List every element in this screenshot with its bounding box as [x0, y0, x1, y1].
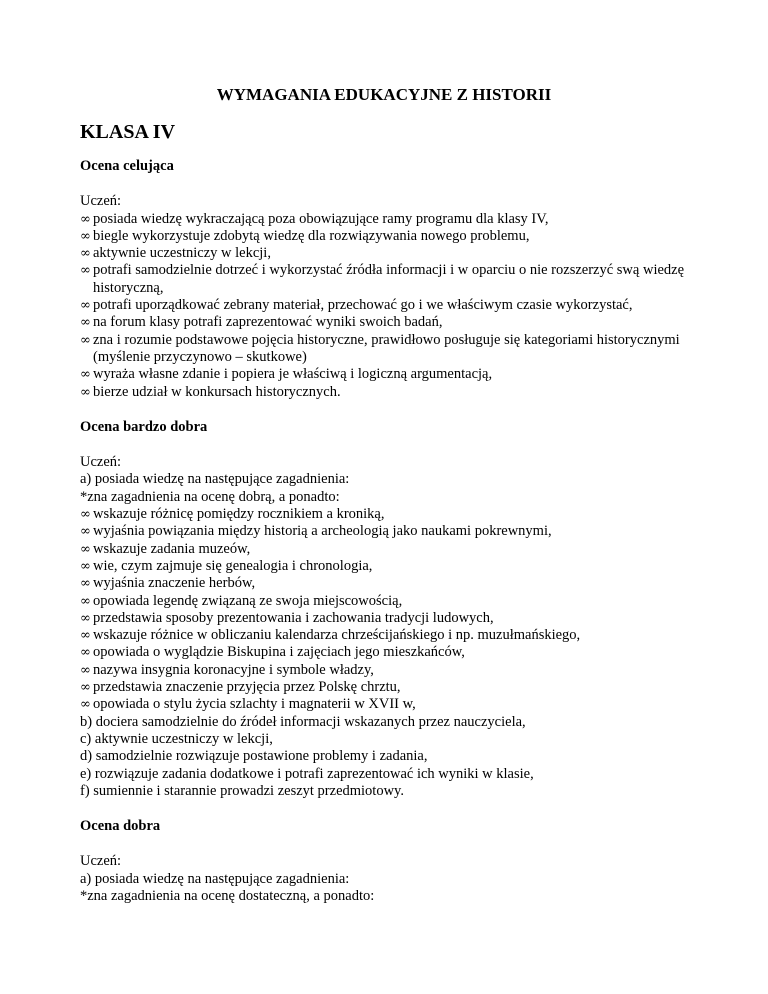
point-f: f) sumiennie i starannie prowadzi zeszyt przedmiotowy. — [80, 782, 404, 799]
star-line: *zna zagadnienia na ocenę dobrą, a ponadto: — [80, 488, 340, 505]
list-item: ∞ wyjaśnia powiązania między historią a archeologią jako naukami pokrewnymi, — [80, 523, 552, 540]
infinity-bullet-icon: ∞ — [80, 507, 91, 523]
point-e: e) rozwiązuje zadania dodatkowe i potrafi zaprezentować ich wyniki w klasie, — [80, 765, 534, 782]
list-item: ∞ nazywa insygnia koronacyjne i symbole władzy, — [80, 661, 374, 678]
infinity-bullet-icon: ∞ — [80, 628, 91, 644]
point-a: a) posiada wiedzę na następujące zagadnienia: — [80, 870, 350, 887]
point-d: d) samodzielnie rozwiązuje postawione problemy i zadania, — [80, 748, 428, 765]
list-item: ∞ zna i rozumie podstawowe pojęcia historyczne, prawidłowo posługuje się kategoriami historycznymi (myślenie przyczynowo – skutkowe) — [80, 331, 680, 365]
infinity-bullet-icon: ∞ — [80, 367, 91, 383]
infinity-bullet-icon: ∞ — [80, 610, 91, 626]
infinity-bullet-icon: ∞ — [80, 576, 91, 592]
infinity-bullet-icon: ∞ — [80, 593, 91, 609]
infinity-bullet-icon: ∞ — [80, 524, 91, 540]
list-item: ∞ potrafi samodzielnie dotrzeć i wykorzystać źródła informacji i w oparciu o nie rozszerzyć swą wiedzę historyczną, — [80, 262, 685, 296]
infinity-bullet-icon: ∞ — [80, 384, 91, 400]
infinity-bullet-icon: ∞ — [80, 332, 91, 348]
list-item: ∞ opowiada o wyglądzie Biskupina i zajęciach jego mieszkańców, — [80, 644, 465, 661]
point-b: b) dociera samodzielnie do źródeł informacji wskazanych przez nauczyciela, — [80, 713, 526, 730]
section-dobra — [80, 853, 700, 905]
list-item: ∞ na forum klasy potrafi zaprezentować wyniki swoich badań, — [80, 314, 443, 331]
star-line: *zna zagadnienia na ocenę dostateczną, a ponadto: — [80, 887, 375, 904]
intro-text: Uczeń: — [80, 193, 122, 210]
infinity-bullet-icon: ∞ — [80, 541, 91, 557]
section-heading-bardzo-dobra: Ocena bardzo dobra — [80, 418, 208, 435]
infinity-bullet-icon: ∞ — [80, 315, 91, 331]
list-item: ∞ wskazuje zadania muzeów, — [80, 540, 251, 557]
point-a: a) posiada wiedzę na następujące zagadnienia: — [80, 471, 350, 488]
list-item: ∞ biegle wykorzystuje zdobytą wiedzę dla rozwiązywania nowego problemu, — [80, 227, 530, 244]
infinity-bullet-icon: ∞ — [80, 263, 91, 279]
infinity-bullet-icon: ∞ — [80, 211, 91, 227]
document-title: WYMAGANIA EDUKACYJNE Z HISTORII — [216, 85, 552, 104]
list-item: ∞ wyraża własne zdanie i popiera je właściwą i logiczną argumentacją, — [80, 366, 493, 383]
infinity-bullet-icon: ∞ — [80, 246, 91, 262]
section-bardzo-dobra — [80, 454, 700, 800]
list-item: ∞ bierze udział w konkursach historycznych. — [80, 383, 341, 400]
list-item: ∞ wskazuje różnice w obliczaniu kalendarza chrześcijańskiego i np. muzułmańskiego, — [80, 627, 581, 644]
infinity-bullet-icon: ∞ — [80, 662, 91, 678]
list-item: ∞ przedstawia sposoby prezentowania i zachowania tradycji ludowych, — [80, 609, 494, 626]
list-item: ∞ wskazuje różnicę pomiędzy rocznikiem a kroniką, — [80, 506, 385, 523]
list-item: ∞ wie, czym zajmuje się genealogia i chronologia, — [80, 557, 373, 574]
list-item: ∞ wyjaśnia znaczenie herbów, — [80, 575, 256, 592]
section-heading-celujaca: Ocena celująca — [80, 158, 174, 174]
point-c: c) aktywnie uczestniczy w lekcji, — [80, 730, 273, 747]
infinity-bullet-icon: ∞ — [80, 697, 91, 713]
section-celujaca — [80, 193, 700, 401]
list-item: ∞ potrafi uporządkować zebrany materiał, przechować go i we właściwym czasie wykorzystać, — [80, 297, 633, 314]
list-item: ∞ aktywnie uczestniczy w lekcji, — [80, 245, 271, 262]
list-item: ∞ przedstawia znaczenie przyjęcia przez Polskę chrztu, — [80, 679, 401, 696]
class-heading: KLASA IV — [80, 121, 176, 143]
list-item: ∞ opowiada legendę związaną ze swoja miejscowością, — [80, 592, 403, 609]
infinity-bullet-icon: ∞ — [80, 645, 91, 661]
list-item: ∞ posiada wiedzę wykraczającą poza obowiązujące ramy programu dla klasy IV, — [80, 210, 549, 227]
infinity-bullet-icon: ∞ — [80, 228, 91, 244]
infinity-bullet-icon: ∞ — [80, 680, 91, 696]
infinity-bullet-icon: ∞ — [80, 298, 91, 314]
intro-text: Uczeń: — [80, 454, 122, 471]
intro-text: Uczeń: — [80, 853, 122, 870]
list-item: ∞ opowiada o stylu życia szlachty i magnaterii w XVII w, — [80, 696, 416, 713]
section-heading-dobra: Ocena dobra — [80, 818, 161, 835]
infinity-bullet-icon: ∞ — [80, 558, 91, 574]
document-content — [80, 158, 700, 923]
